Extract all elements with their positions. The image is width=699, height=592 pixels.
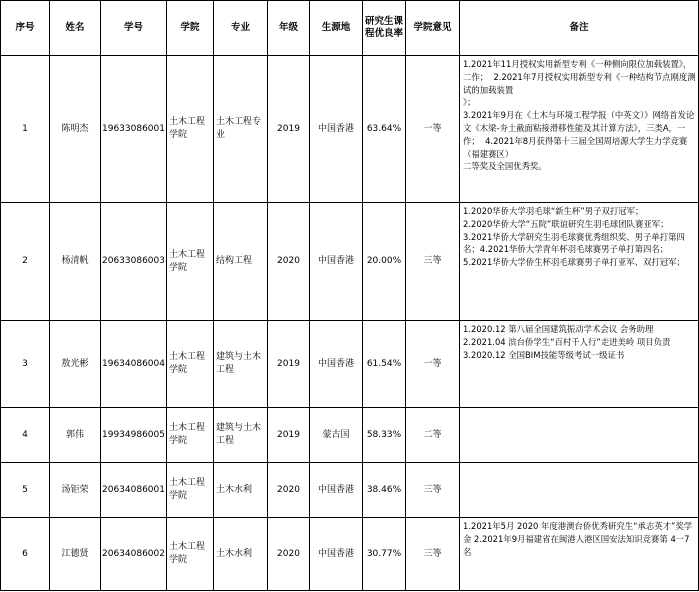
cell-index: 2 (1, 203, 50, 321)
table-row (1, 56, 699, 203)
cell-grade: 2019 (268, 56, 310, 203)
cell-student-id: 19934986005 (101, 408, 167, 463)
header-major: 专业 (214, 1, 268, 56)
cell-major: 土木水利 (214, 518, 268, 591)
header-name: 姓名 (50, 1, 101, 56)
cell-opinion: 三等 (406, 463, 460, 518)
header-row (1, 1, 699, 56)
cell-index: 3 (1, 321, 50, 408)
cell-opinion: 二等 (406, 408, 460, 463)
cell-remarks (460, 518, 699, 591)
cell-opinion: 一等 (406, 56, 460, 203)
remark-line: 》； (463, 97, 476, 108)
cell-origin: 中国香港 (310, 56, 363, 203)
cell-college: 土木工程学院 (167, 518, 214, 591)
table-row (1, 518, 699, 591)
header-origin: 生源地 (310, 1, 363, 56)
cell-major: 建筑与土木工程 (214, 408, 268, 463)
cell-origin: 中国香港 (310, 203, 363, 321)
cell-name: 杨清帆 (50, 203, 101, 321)
cell-origin: 中国香港 (310, 463, 363, 518)
remark-line: 2.2021.04 滨台侨学生“百村千人行”走进美岭 项目负责 3.2020.12 全国BIM技能等级考试一级证书 (463, 336, 674, 360)
cell-remarks (460, 56, 699, 203)
header-opinion: 学院意见 (406, 1, 460, 56)
cell-grade: 2019 (268, 408, 310, 463)
cell-student-id: 20634086001 (101, 463, 167, 518)
cell-major: 建筑与土木工程 (214, 321, 268, 408)
cell-index: 4 (1, 408, 50, 463)
cell-index: 5 (1, 463, 50, 518)
remark-line: 3.2021华侨大学研究生羽毛球赛优秀组织奖、男子单打第四名；4.2021华侨大学青年杯羽毛球赛男子单打第四名； (463, 231, 685, 255)
cell-grade: 2020 (268, 463, 310, 518)
table-row (1, 463, 699, 518)
cell-name: 汤钜荣 (50, 463, 101, 518)
cell-opinion: 一等 (406, 321, 460, 408)
cell-index: 1 (1, 56, 50, 203)
cell-rate: 38.46% (363, 463, 406, 518)
cell-remarks (460, 203, 699, 321)
cell-origin: 中国香港 (310, 518, 363, 591)
cell-student-id: 20633086003 (101, 203, 167, 321)
remark-line: 5.2021华侨大学侨生杯羽毛球赛男子单打亚军、双打冠军； (463, 257, 685, 268)
cell-student-id: 20634086002 (101, 518, 167, 591)
cell-student-id: 19634086004 (101, 321, 167, 408)
table-row (1, 408, 699, 463)
cell-remarks (460, 408, 699, 463)
cell-college: 土木工程学院 (167, 56, 214, 203)
remark-line: 1.2020.12 第八届全国建筑振动学术会议 会务助理 (463, 324, 654, 334)
cell-rate: 58.33% (363, 408, 406, 463)
cell-college: 土木工程学院 (167, 321, 214, 408)
remark-line: 1.2020华侨大学羽毛球“新生杯”男子双打冠军； (463, 206, 644, 216)
cell-major: 土木水利 (214, 463, 268, 518)
remark-line: 3.2021年9月在《土木与环境工程学报（中英文）》网络首发论文《木梁-夯土截面粘接滑移性能及其计算方法》，三类A，一作； 4.2021年8月获得第十三届全国周培源大学生力学竞赛（福建赛区） (463, 110, 695, 159)
remark-line: 二等奖及全国优秀奖。 (463, 161, 547, 172)
cell-rate: 63.64% (363, 56, 406, 203)
cell-name: 郭伟 (50, 408, 101, 463)
cell-remarks (460, 463, 699, 518)
header-remarks: 备注 (460, 1, 699, 56)
cell-major: 结构工程 (214, 203, 268, 321)
cell-college: 土木工程学院 (167, 408, 214, 463)
cell-opinion: 三等 (406, 518, 460, 591)
header-index: 序号 (1, 1, 50, 56)
remark-line: 1.2021年5月 2020 年度港澳台侨优秀研究生“承志英才”奖学金 2.2021年9月福建省在闽港人港区国安法知识竞赛第 4一7 名 (463, 521, 693, 557)
remark-line: 2.2020华侨大学“五院”联谊研究生羽毛球团队赛亚军； (463, 218, 669, 229)
cell-grade: 2020 (268, 203, 310, 321)
cell-college: 土木工程学院 (167, 463, 214, 518)
header-rate: 研究生课程优良率 (363, 1, 406, 56)
cell-major: 土木工程专业 (214, 56, 268, 203)
cell-name: 敖光彬 (50, 321, 101, 408)
cell-rate: 20.00% (363, 203, 406, 321)
cell-remarks (460, 321, 699, 408)
cell-grade: 2020 (268, 518, 310, 591)
cell-grade: 2019 (268, 321, 310, 408)
cell-name: 江德贤 (50, 518, 101, 591)
header-college: 学院 (167, 1, 214, 56)
table-row (1, 203, 699, 321)
header-grade: 年级 (268, 1, 310, 56)
cell-rate: 61.54% (363, 321, 406, 408)
cell-name: 陈明杰 (50, 56, 101, 203)
cell-index: 6 (1, 518, 50, 591)
header-student-id: 学号 (101, 1, 167, 56)
cell-rate: 30.77% (363, 518, 406, 591)
cell-student-id: 19633086001 (101, 56, 167, 203)
cell-origin: 蒙古国 (310, 408, 363, 463)
cell-college: 土木工程学院 (167, 203, 214, 321)
cell-opinion: 三等 (406, 203, 460, 321)
cell-origin: 中国香港 (310, 321, 363, 408)
remark-line: 1.2021年11月授权实用新型专利《一种侧向限位加载装置》，二作； 2.2021年7月授权实用新型专利《一种结构节点刚度测试的加载装置 (463, 59, 696, 95)
table-row (1, 321, 699, 408)
